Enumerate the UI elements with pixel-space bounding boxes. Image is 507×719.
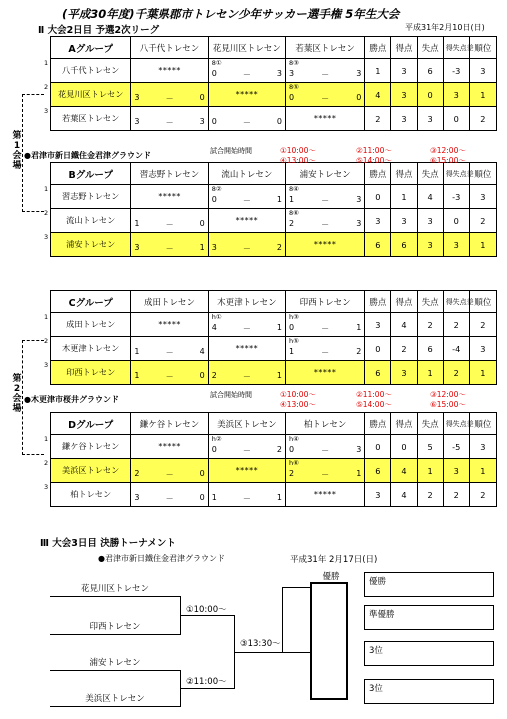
column-points-header: 勝点 xyxy=(365,291,391,313)
team-name: 流山トレセン xyxy=(51,209,131,233)
score-cell xyxy=(208,435,285,459)
bracket-line xyxy=(180,615,234,616)
score-away: 3 xyxy=(356,219,362,228)
score-away: 0 xyxy=(199,219,205,228)
score-separator: － xyxy=(242,196,251,205)
team-name: 印西トレセン xyxy=(51,361,131,385)
game-number: 8⑥ xyxy=(288,209,299,217)
self-match-cell: ***** xyxy=(131,59,208,83)
score-away: 3 xyxy=(276,69,282,78)
column-team-header: 美浜区トレセン xyxy=(208,413,285,435)
column-goal-diff-header: 得失点差 xyxy=(443,163,469,185)
row-number: 3 xyxy=(44,361,49,369)
score-away: 1 xyxy=(356,323,362,332)
score-cell xyxy=(208,185,285,209)
score-home: 1 xyxy=(288,347,295,356)
venue-1-name: ●君津市新日鐵住金君津グラウンド xyxy=(24,151,151,160)
table-row xyxy=(51,185,497,209)
score-cell xyxy=(131,233,208,257)
stat-goals-against: 4 xyxy=(417,185,443,209)
stat-rank: 3 xyxy=(469,59,496,83)
score-separator: － xyxy=(165,94,174,103)
row-number: 3 xyxy=(44,233,49,241)
self-match-cell: ***** xyxy=(208,337,285,361)
game-number: 8③ xyxy=(288,59,299,67)
column-rank-header: 順位 xyxy=(469,413,496,435)
game-number: 8② xyxy=(211,185,222,193)
bracket-team-4: 美浜区トレセン xyxy=(50,692,180,707)
stat-goals-against: 1 xyxy=(417,361,443,385)
score-separator: － xyxy=(165,118,174,127)
column-team-header: 花見川区トレセン xyxy=(208,37,285,59)
game-number: h④ xyxy=(288,435,299,443)
venue-2-name: ●木更津市桜井グラウンド xyxy=(24,395,119,404)
column-goal-diff-header: 得失点差 xyxy=(443,37,469,59)
venue-1-time-3: ③12:00～ xyxy=(430,146,466,155)
self-match-cell: ***** xyxy=(285,233,364,257)
score-away: 0 xyxy=(199,93,205,102)
table-row xyxy=(51,435,497,459)
stat-goals-against: 2 xyxy=(417,483,443,507)
stat-rank: 3 xyxy=(469,185,496,209)
score-separator: － xyxy=(242,372,251,381)
score-separator: － xyxy=(321,348,330,357)
score-away: 0 xyxy=(199,469,205,478)
bracket-team-3: 浦安トレセン xyxy=(50,656,180,671)
venue-2-time-5: ⑤14:00～ xyxy=(356,400,392,409)
stat-goals-against: 0 xyxy=(417,83,443,107)
group-name: Aグループ xyxy=(51,37,131,59)
row-number: 1 xyxy=(44,313,49,321)
stat-rank: 1 xyxy=(469,233,496,257)
column-goals-for-header: 得点 xyxy=(391,37,417,59)
column-goals-against-header: 失点 xyxy=(417,37,443,59)
score-separator: － xyxy=(242,446,251,455)
score-separator: － xyxy=(242,70,251,79)
bracket-team-2: 印西トレセン xyxy=(50,620,180,635)
stat-rank: 1 xyxy=(469,361,496,385)
venue-1-time-6: ⑥15:00～ xyxy=(430,156,466,165)
score-separator: － xyxy=(165,494,174,503)
stat-points: 3 xyxy=(365,483,391,507)
team-name: 八千代トレセン xyxy=(51,59,131,83)
group-name: Cグループ xyxy=(51,291,131,313)
column-goals-against-header: 失点 xyxy=(417,163,443,185)
table-row xyxy=(51,83,497,107)
league-table-4 xyxy=(50,412,497,507)
score-separator: － xyxy=(242,244,251,253)
column-goals-for-header: 得点 xyxy=(391,413,417,435)
section-3-venue: ●君津市新日鐵住金君津グラウンド xyxy=(98,554,225,563)
venue-2-side-label: 第2会場 xyxy=(12,374,22,414)
league-table-3 xyxy=(50,290,497,385)
game-number: 8⑤ xyxy=(288,83,299,91)
score-separator: － xyxy=(321,220,330,229)
score-cell xyxy=(285,59,364,83)
result-box-1: 優勝 xyxy=(364,572,494,597)
stat-goals-against: 6 xyxy=(417,59,443,83)
row-number: 3 xyxy=(44,483,49,491)
stat-goal-diff: 2 xyxy=(443,313,469,337)
score-separator: － xyxy=(242,118,251,127)
section-2-date: 平成31年2月10日(日) xyxy=(405,23,485,32)
score-home: 1 xyxy=(211,493,217,502)
score-cell xyxy=(208,233,285,257)
game-number: h⑥ xyxy=(288,459,299,467)
self-match-cell: ***** xyxy=(208,209,285,233)
game-number: 8④ xyxy=(288,185,299,193)
column-team-header: 鎌ケ谷トレセン xyxy=(131,413,208,435)
bracket-final-time: ③13:30～ xyxy=(240,639,281,649)
row-number: 2 xyxy=(44,83,49,91)
stat-goals-against: 3 xyxy=(417,107,443,131)
self-match-cell: ***** xyxy=(131,435,208,459)
table-row xyxy=(51,233,497,257)
score-cell xyxy=(208,313,285,337)
column-goals-for-header: 得点 xyxy=(391,163,417,185)
team-name: 美浜区トレセン xyxy=(51,459,131,483)
team-name: 習志野トレセン xyxy=(51,185,131,209)
column-points-header: 勝点 xyxy=(365,413,391,435)
row-number: 1 xyxy=(44,435,49,443)
column-team-header: 木更津トレセン xyxy=(208,291,285,313)
table-row xyxy=(51,59,497,83)
score-cell xyxy=(131,361,208,385)
section-3-date: 平成31年 2月17日(日) xyxy=(290,555,378,565)
bracket-line xyxy=(234,652,282,653)
score-cell xyxy=(285,185,364,209)
stat-goals-for: 3 xyxy=(391,59,417,83)
score-separator: － xyxy=(165,244,174,253)
score-away: 3 xyxy=(356,195,362,204)
score-away: 2 xyxy=(276,445,282,454)
stat-goal-diff: 3 xyxy=(443,459,469,483)
column-team-header: 柏トレセン xyxy=(285,413,364,435)
score-separator: － xyxy=(321,70,330,79)
stat-goal-diff: -3 xyxy=(443,185,469,209)
score-away: 2 xyxy=(356,347,362,356)
score-cell xyxy=(285,313,364,337)
score-home: 2 xyxy=(211,371,217,380)
row-number: 2 xyxy=(44,459,49,467)
score-away: 1 xyxy=(276,195,282,204)
score-separator: － xyxy=(165,372,174,381)
venue-2-time-2: ②11:00～ xyxy=(356,390,392,399)
stat-points: 6 xyxy=(365,233,391,257)
score-away: 1 xyxy=(276,323,282,332)
result-box-2: 準優勝 xyxy=(364,605,494,630)
self-match-cell: ***** xyxy=(131,313,208,337)
score-cell xyxy=(285,209,364,233)
score-cell xyxy=(285,435,364,459)
table-row xyxy=(51,107,497,131)
stat-goals-for: 3 xyxy=(391,361,417,385)
score-away: 4 xyxy=(199,347,205,356)
stat-points: 0 xyxy=(365,337,391,361)
stat-rank: 1 xyxy=(469,459,496,483)
stat-goals-for: 4 xyxy=(391,313,417,337)
stat-goals-for: 3 xyxy=(391,209,417,233)
venue-1-side-label: 第1会場 xyxy=(12,131,22,171)
venue-1-time-5: ⑤14:00～ xyxy=(356,156,392,165)
stat-points: 3 xyxy=(365,313,391,337)
venue-1-kickoff-label: 試合開始時間 xyxy=(210,147,252,155)
venue-1-time-1: ①10:00～ xyxy=(280,146,316,155)
column-rank-header: 順位 xyxy=(469,37,496,59)
team-name: 木更津トレセン xyxy=(51,337,131,361)
team-name: 浦安トレセン xyxy=(51,233,131,257)
stat-goals-for: 3 xyxy=(391,107,417,131)
bracket-match-1-time: ①10:00～ xyxy=(186,605,227,615)
score-away: 1 xyxy=(276,371,282,380)
stat-goals-for: 4 xyxy=(391,459,417,483)
score-away: 0 xyxy=(356,93,362,102)
stat-rank: 3 xyxy=(469,435,496,459)
game-number: 8① xyxy=(211,59,222,67)
score-cell xyxy=(208,361,285,385)
score-home: 1 xyxy=(134,371,140,380)
stat-points: 2 xyxy=(365,107,391,131)
score-separator: － xyxy=(321,94,330,103)
score-home: 0 xyxy=(288,323,295,332)
stat-goal-diff: -3 xyxy=(443,59,469,83)
score-cell xyxy=(285,459,364,483)
score-away: 0 xyxy=(276,117,282,126)
score-cell xyxy=(131,459,208,483)
bracket-line xyxy=(282,587,283,653)
score-separator: － xyxy=(321,196,330,205)
stat-points: 0 xyxy=(365,435,391,459)
stat-goals-against: 1 xyxy=(417,459,443,483)
column-points-header: 勝点 xyxy=(365,163,391,185)
score-separator: － xyxy=(165,220,174,229)
column-rank-header: 順位 xyxy=(469,291,496,313)
column-points-header: 勝点 xyxy=(365,37,391,59)
score-cell xyxy=(131,107,208,131)
score-home: 1 xyxy=(134,347,140,356)
bracket-team-1: 花見川区トレセン xyxy=(50,582,180,597)
column-goal-diff-header: 得失点差 xyxy=(443,291,469,313)
score-separator: － xyxy=(321,470,330,479)
game-number: h⑤ xyxy=(288,337,299,345)
stat-goals-for: 0 xyxy=(391,435,417,459)
column-team-header: 成田トレセン xyxy=(131,291,208,313)
table-row xyxy=(51,337,497,361)
score-home: 0 xyxy=(211,117,217,126)
score-home: 4 xyxy=(211,323,217,332)
self-match-cell: ***** xyxy=(208,83,285,107)
self-match-cell: ***** xyxy=(131,185,208,209)
score-away: 2 xyxy=(276,243,282,252)
group-name: Dグループ xyxy=(51,413,131,435)
score-away: 3 xyxy=(356,69,362,78)
team-name: 若葉区トレセン xyxy=(51,107,131,131)
stat-points: 0 xyxy=(365,185,391,209)
score-home: 3 xyxy=(134,243,140,252)
score-home: 0 xyxy=(211,69,217,78)
column-goals-against-header: 失点 xyxy=(417,291,443,313)
score-cell xyxy=(208,59,285,83)
stat-rank: 2 xyxy=(469,483,496,507)
result-box-4: 3位 xyxy=(364,679,494,704)
column-team-header: 習志野トレセン xyxy=(131,163,208,185)
group-name: Bグループ xyxy=(51,163,131,185)
stat-points: 1 xyxy=(365,59,391,83)
score-cell xyxy=(131,209,208,233)
row-number: 1 xyxy=(44,185,49,193)
venue-1-time-4: ④13:00～ xyxy=(280,156,316,165)
bracket-line xyxy=(282,587,310,588)
score-home: 1 xyxy=(288,195,295,204)
stat-points: 4 xyxy=(365,83,391,107)
row-number: 3 xyxy=(44,107,49,115)
game-number: h① xyxy=(211,313,222,321)
column-team-header: 印西トレセン xyxy=(285,291,364,313)
column-team-header: 八千代トレセン xyxy=(131,37,208,59)
stat-goals-for: 4 xyxy=(391,483,417,507)
stat-goal-diff: -5 xyxy=(443,435,469,459)
score-away: 0 xyxy=(199,371,205,380)
champion-label: 優勝 xyxy=(322,572,340,582)
score-separator: － xyxy=(165,470,174,479)
score-home: 2 xyxy=(288,219,295,228)
score-away: 3 xyxy=(356,445,362,454)
league-table-2 xyxy=(50,162,497,257)
column-goals-against-header: 失点 xyxy=(417,413,443,435)
score-separator: － xyxy=(321,446,330,455)
stat-rank: 2 xyxy=(469,107,496,131)
venue-2-time-6: ⑥15:00～ xyxy=(430,400,466,409)
score-home: 3 xyxy=(134,93,140,102)
score-home: 3 xyxy=(288,69,295,78)
team-name: 鎌ケ谷トレセン xyxy=(51,435,131,459)
champion-box xyxy=(310,582,348,700)
self-match-cell: ***** xyxy=(285,361,364,385)
stat-goals-for: 1 xyxy=(391,185,417,209)
stat-goal-diff: 3 xyxy=(443,233,469,257)
score-home: 0 xyxy=(211,195,217,204)
column-goal-diff-header: 得失点差 xyxy=(443,413,469,435)
team-name: 成田トレセン xyxy=(51,313,131,337)
section-3-label: Ⅲ 大会3日目 決勝トーナメント xyxy=(40,538,176,549)
team-name: 花見川区トレセン xyxy=(51,83,131,107)
venue-2-time-4: ④13:00～ xyxy=(280,400,316,409)
stat-goal-diff: 3 xyxy=(443,83,469,107)
self-match-cell: ***** xyxy=(208,459,285,483)
score-home: 0 xyxy=(288,93,295,102)
bracket-line xyxy=(180,688,234,689)
venue-2-kickoff-label: 試合開始時間 xyxy=(210,391,252,399)
game-number: h③ xyxy=(288,313,299,321)
stat-goal-diff: 2 xyxy=(443,483,469,507)
column-goals-for-header: 得点 xyxy=(391,291,417,313)
score-away: 1 xyxy=(199,243,205,252)
stat-goals-against: 3 xyxy=(417,209,443,233)
score-home: 0 xyxy=(211,445,217,454)
row-number: 2 xyxy=(44,209,49,217)
column-rank-header: 順位 xyxy=(469,163,496,185)
score-home: 2 xyxy=(134,469,140,478)
score-away: 3 xyxy=(199,117,205,126)
stat-goal-diff: -4 xyxy=(443,337,469,361)
score-away: 0 xyxy=(199,493,205,502)
score-home: 1 xyxy=(134,219,140,228)
score-separator: － xyxy=(242,324,251,333)
row-number: 1 xyxy=(44,59,49,67)
result-box-3: 3位 xyxy=(364,641,494,666)
venue-2-time-1: ①10:00～ xyxy=(280,390,316,399)
stat-rank: 2 xyxy=(469,313,496,337)
score-home: 3 xyxy=(134,493,140,502)
venue-1-time-2: ②11:00～ xyxy=(356,146,392,155)
column-team-header: 流山トレセン xyxy=(208,163,285,185)
column-team-header: 若葉区トレセン xyxy=(285,37,364,59)
stat-goals-against: 3 xyxy=(417,233,443,257)
score-home: 0 xyxy=(288,445,295,454)
stat-goal-diff: 2 xyxy=(443,361,469,385)
page-title: (平成30年度)千葉県郡市トレセン少年サッカー選手権 5年生大会 xyxy=(62,7,400,21)
stat-goals-for: 2 xyxy=(391,337,417,361)
score-separator: － xyxy=(242,494,251,503)
stat-goals-against: 6 xyxy=(417,337,443,361)
venue-2-time-3: ③12:00～ xyxy=(430,390,466,399)
stat-goal-diff: 0 xyxy=(443,209,469,233)
score-home: 3 xyxy=(134,117,140,126)
score-cell xyxy=(131,337,208,361)
table-row xyxy=(51,483,497,507)
stat-rank: 3 xyxy=(469,337,496,361)
score-home: 3 xyxy=(211,243,217,252)
score-cell xyxy=(131,483,208,507)
stat-goals-against: 2 xyxy=(417,313,443,337)
table-row xyxy=(51,209,497,233)
score-cell xyxy=(208,107,285,131)
score-separator: － xyxy=(165,348,174,357)
stat-goals-for: 3 xyxy=(391,83,417,107)
score-cell xyxy=(285,83,364,107)
stat-goal-diff: 0 xyxy=(443,107,469,131)
bracket-match-2-time: ②11:00～ xyxy=(186,677,227,687)
bracket-line xyxy=(282,652,310,653)
stat-goals-against: 5 xyxy=(417,435,443,459)
league-table-1 xyxy=(50,36,497,131)
self-match-cell: ***** xyxy=(285,483,364,507)
stat-goals-for: 6 xyxy=(391,233,417,257)
stat-points: 6 xyxy=(365,459,391,483)
score-away: 1 xyxy=(276,493,282,502)
team-name: 柏トレセン xyxy=(51,483,131,507)
game-number: h② xyxy=(211,435,222,443)
stat-rank: 2 xyxy=(469,209,496,233)
column-team-header: 浦安トレセン xyxy=(285,163,364,185)
score-cell xyxy=(131,83,208,107)
score-home: 2 xyxy=(288,469,295,478)
self-match-cell: ***** xyxy=(285,107,364,131)
stat-points: 3 xyxy=(365,209,391,233)
score-cell xyxy=(285,337,364,361)
section-2-label: Ⅱ 大会2日目 予選2次リーグ xyxy=(38,25,160,36)
table-row xyxy=(51,313,497,337)
table-row xyxy=(51,361,497,385)
stat-points: 6 xyxy=(365,361,391,385)
score-cell xyxy=(208,483,285,507)
table-row xyxy=(51,459,497,483)
score-separator: － xyxy=(321,324,330,333)
stat-rank: 1 xyxy=(469,83,496,107)
score-away: 1 xyxy=(356,469,362,478)
row-number: 2 xyxy=(44,337,49,345)
